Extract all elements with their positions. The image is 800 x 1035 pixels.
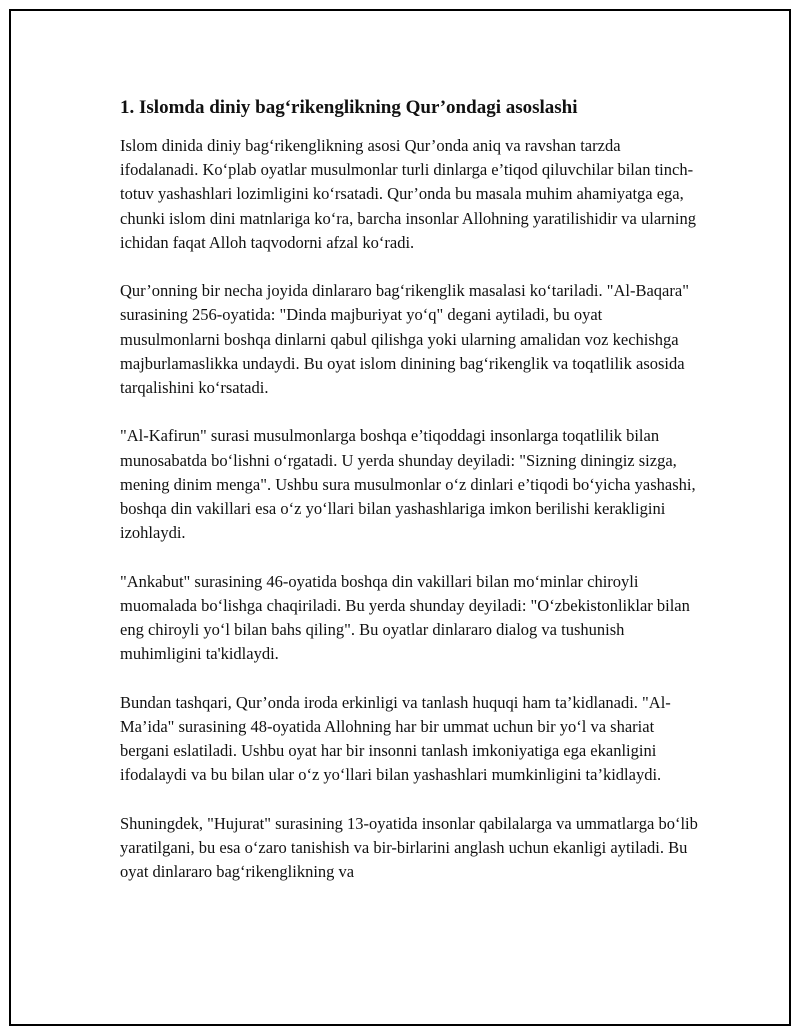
paragraph-5: Bundan tashqari, Qur’onda iroda erkinligi va tanlash huquqi ham ta’kidlanadi. "Al-Ma’ida" surasining 48-oyatida Allohning har bir ummat uchun bir yo‘l va shariat bergani eslatiladi. Ushbu oyat har bir insonni tanlash imkoniyatiga ega ekanligini ifodalaydi va bu bilan ular o‘z yo‘llari bilan yashashlari mumkinligini ta’kidlaydi.	[120, 692, 671, 785]
document-body	[120, 96, 700, 908]
paragraph-6: Shuningdek, "Hujurat" surasining 13-oyatida insonlar qabilalarga va ummatlarga bo‘lib yaratilgani, bu esa o‘zaro tanishish va bir-birlarini anglash uchun ekanligi aytiladi. Bu oyat dinlararo bag‘rikenglikning va	[120, 813, 698, 882]
paragraph-3: "Al-Kafirun" surasi musulmonlarga boshqa e’tiqoddagi insonlarga toqatlilik bilan munosabatda bo‘lishni o‘rgatadi. U yerda shunday deyiladi: "Sizning diningiz sizga, mening dinim menga". Ushbu sura musulmonlar o‘z dinlari e’tiqodi bo‘yicha yashashi, boshqa din vakillari esa o‘z yo‘llari bilan yashashlariga imkon berilishi kerakligini izohlaydi.	[120, 426, 696, 543]
paragraph-1: Islom dinida diniy bag‘rikenglikning asosi Qur’onda aniq va ravshan tarzda ifodalanadi. Ko‘plab oyatlar musulmonlar turli dinlarga e’tiqod qiluvchilar bilan tinch-totuv yashashlari lozimligini ko‘rsatadi. Qur’onda bu masala muhim ahamiyatga ega, chunki islom dini matnlariga ko‘ra, barcha insonlar Allohning yaratilishidir va ularning ichidan faqat Alloh taqvodorni afzal ko‘radi.	[120, 136, 696, 252]
page-frame	[9, 9, 791, 1026]
section-heading: 1. Islomda diniy bag‘rikenglikning Qur’ondagi asoslashi	[120, 97, 578, 118]
paragraph-4: "Ankabut" surasining 46-oyatida boshqa din vakillari bilan mo‘minlar chiroyli muomalada bo‘lishga chaqiriladi. Bu yerda shunday deyiladi: "O‘zbekistonliklar bilan eng chiroyli yo‘l bilan bahs qiling". Bu oyatlar dinlararo dialog va tushunish muhimligini ta'kidlaydi.	[120, 571, 690, 664]
paragraph-2: Qur’onning bir necha joyida dinlararo bag‘rikenglik masalasi ko‘tariladi. "Al-Baqara" surasining 256-oyatida: "Dinda majburiyat yo‘q" degani aytiladi, bu oyat musulmonlarni boshqa dinlarni qabul qilishga yoki ularning amalidan voz kechishga majburlamaslikka undaydi. Bu oyat islom dinining bag‘rikenglik va toqatlilik asosida tarqalishini ko‘rsatadi.	[120, 281, 689, 398]
